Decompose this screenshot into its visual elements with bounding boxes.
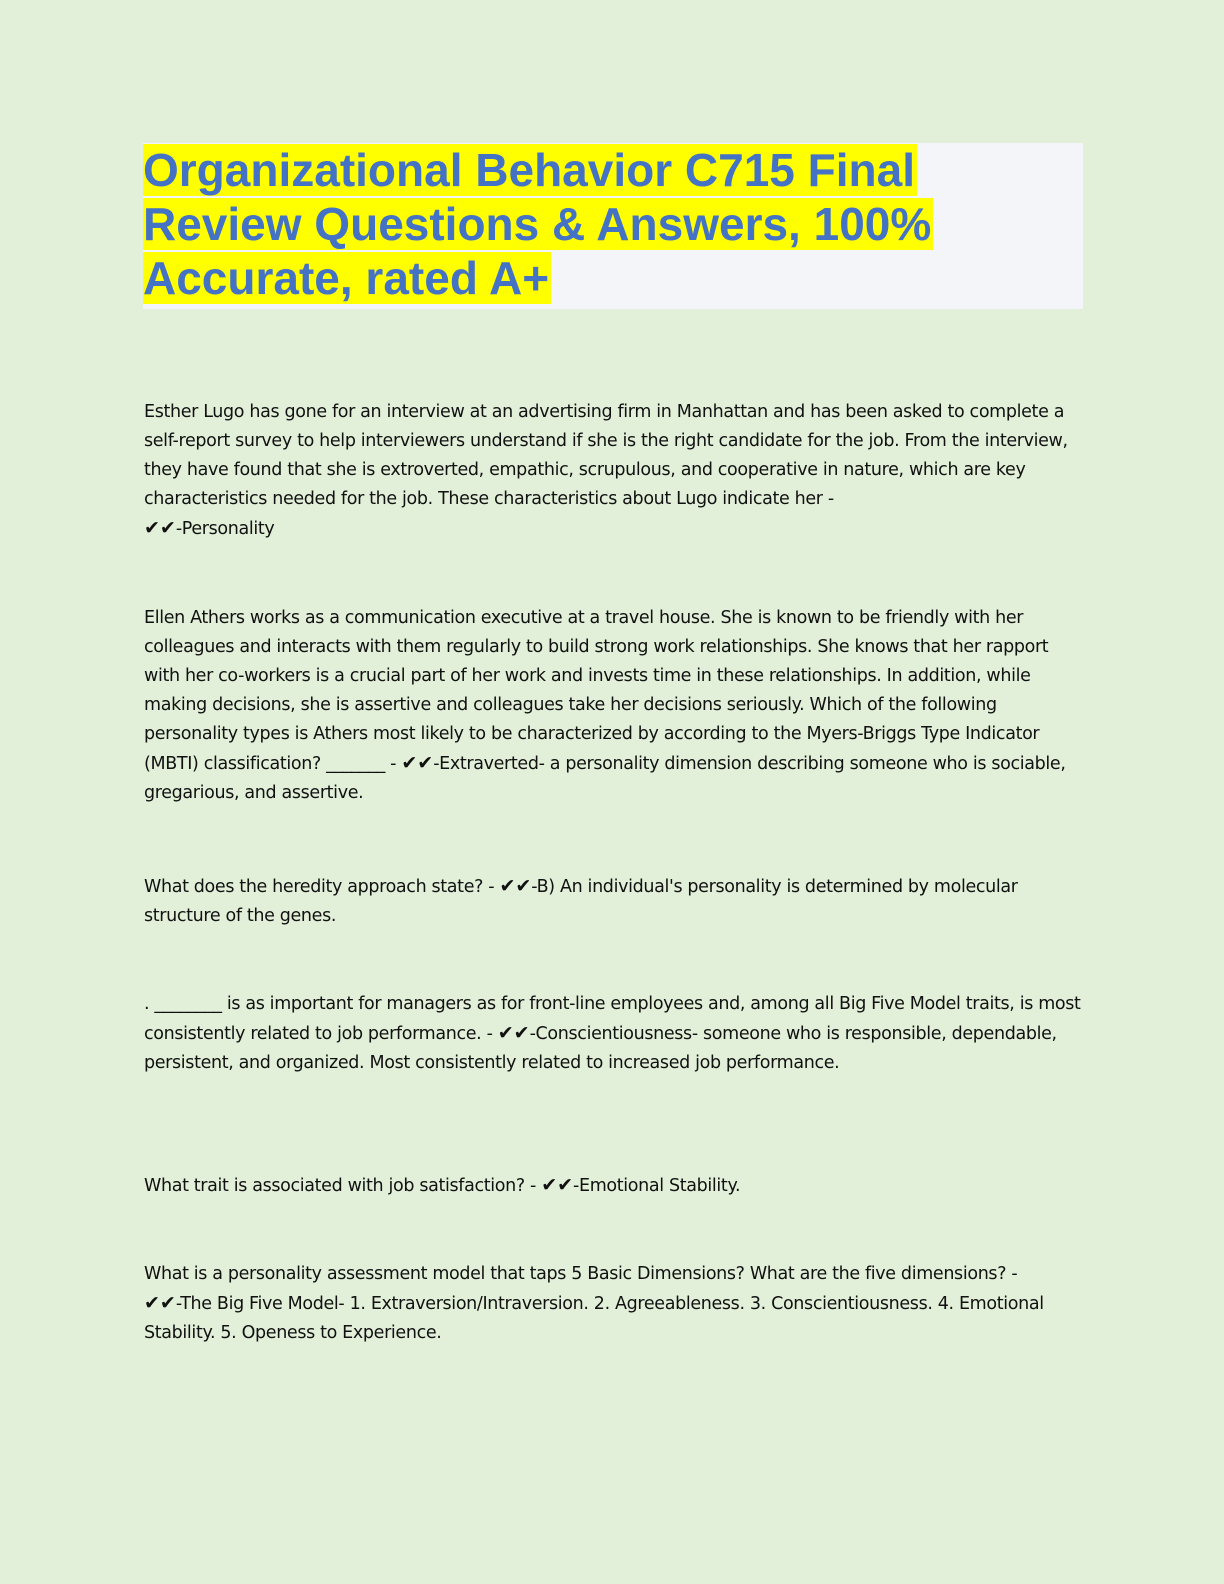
answer-text: -Personality [175,519,275,539]
answer-text: -The Big Five Model- 1. Extraversion/Intraversion. 2. Agreeableness. 3. Conscientiousness. 4. Emotional Stability. 5. Openess to Experience. [144,1294,1044,1343]
qa-item-5 [144,1171,1084,1201]
qa-item-1 [144,398,1084,544]
question-text: Esther Lugo has gone for an interview at an advertising firm in Manhattan and has been asked to complete a self-report survey to help interviewers understand if she is the right candidate for the job. From the interview, they have found that she is extroverted, empathic, scrupulous, and cooperative in nature, which are key characteristics needed for the job. These characteristics about Lugo indicate her - [144,402,1068,509]
qa-item-2 [144,604,1084,808]
document-title-text: Organizational Behavior C715 Final Review Questions & Answers, 100% Accurate, rated A+ [143,144,932,304]
check-mark-icon: ✔✔ [541,1174,574,1196]
qa-item-3 [144,872,1084,931]
qa-item-6 [144,1260,1084,1348]
answer-text: -Conscientiousness- someone who is responsible, dependable, persistent, and organized. Most consistently related to increased job performance. [144,1024,1057,1073]
question-text: . ________ is as important for managers as for front-line employees and, among all Big Five Model traits, is most consistently related to job performance. - [144,994,1081,1044]
check-mark-icon: ✔✔ [144,517,176,539]
question-text: What trait is associated with job satisfaction? - [144,1176,536,1196]
check-mark-icon: ✔✔ [497,1022,530,1044]
qa-item-4 [144,990,1084,1078]
answer-text: -Emotional Stability. [573,1176,741,1196]
question-text: What is a personality assessment model that taps 5 Basic Dimensions? What are the five dimensions? - [144,1264,1018,1284]
title-block [143,143,1083,309]
check-mark-icon: ✔✔ [499,875,532,897]
question-text: What does the heredity approach state? - [144,877,495,897]
check-mark-icon: ✔✔ [401,752,434,774]
check-mark-icon: ✔✔ [144,1292,176,1314]
question-text: Ellen Athers works as a communication executive at a travel house. She is known to be friendly with her colleagues and interacts with them regularly to build strong work relationships. She knows that her rapport with her co-workers is a crucial part of her work and invests time in these relationships. In addition, while making decisions, she is assertive and colleagues take her decisions seriously. Which of the following personality types is Athers most likely to be characterized by according to the Myers-Briggs Type Indicator (MBTI) classification? _______ - [144,608,1049,774]
document-title [143,143,1033,305]
answer-text: -Extraverted- a personality dimension describing someone who is sociable, gregarious, and assertive. [144,754,1066,803]
answer-text: -B) An individual's personality is determined by molecular structure of the genes. [144,877,1018,926]
